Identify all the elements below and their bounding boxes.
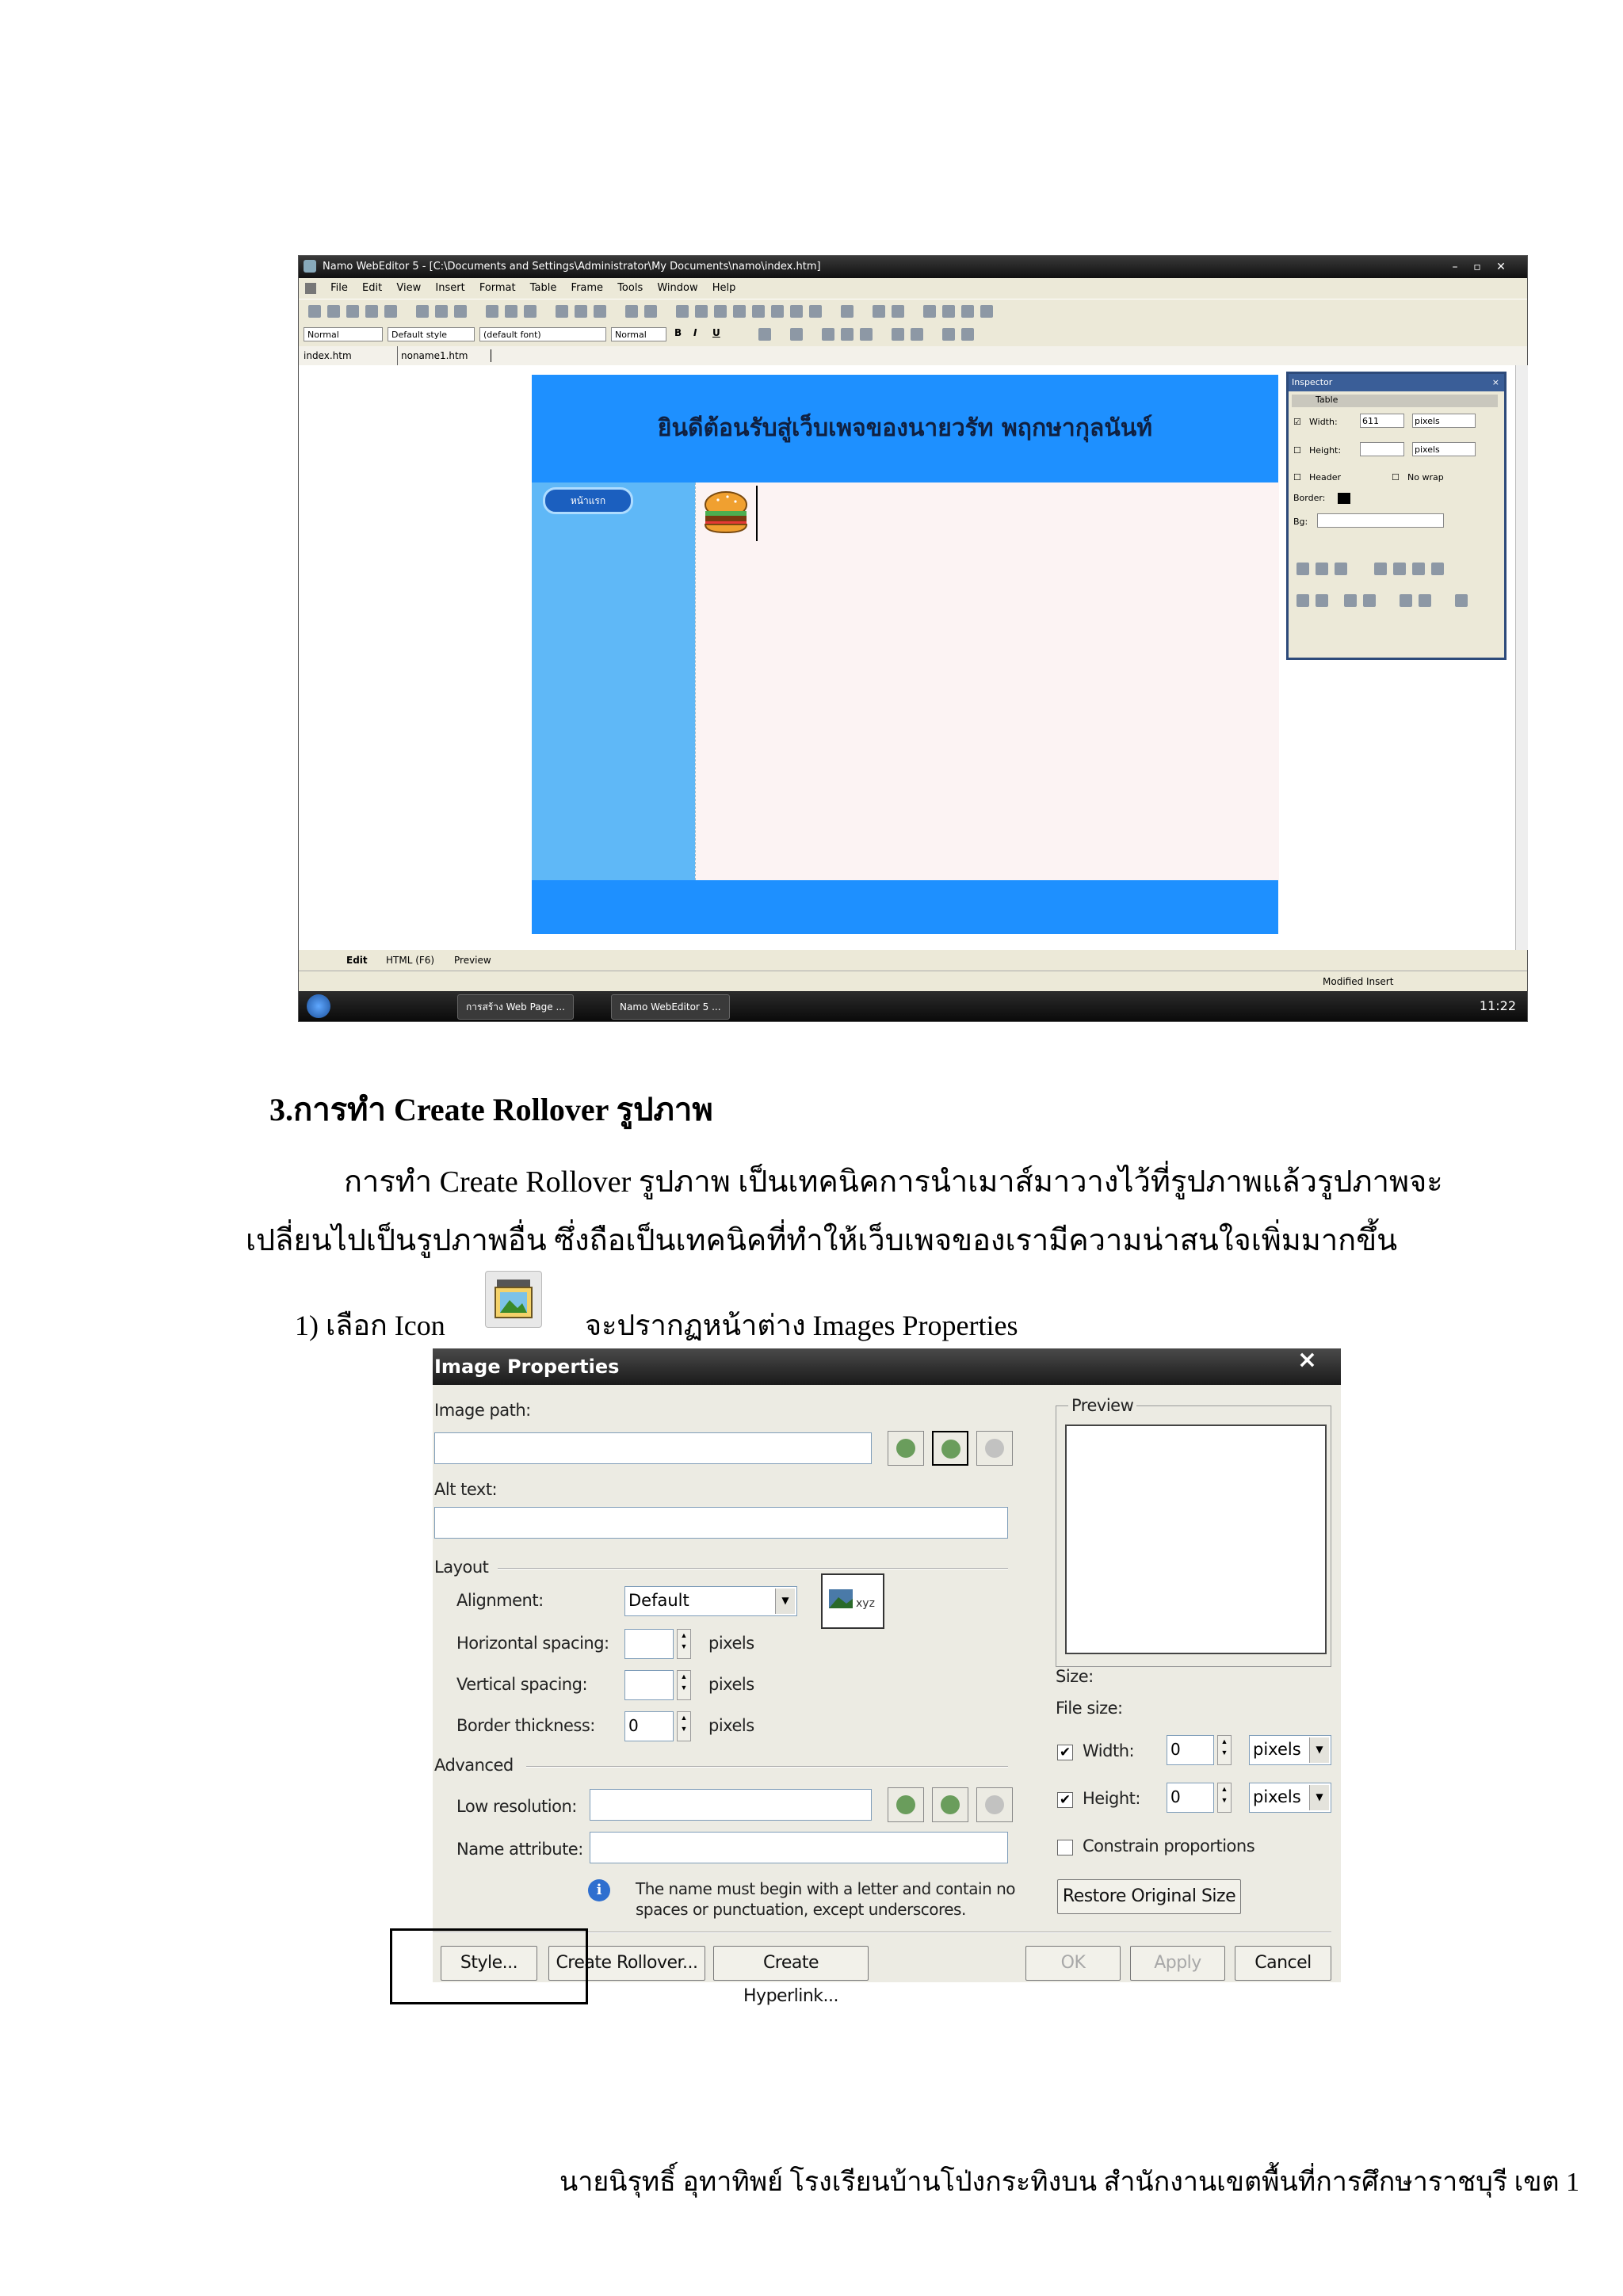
menu-table[interactable]: Table xyxy=(529,282,557,294)
browse-folder-icon[interactable] xyxy=(888,1431,924,1466)
inspector-header-label: Header xyxy=(1309,472,1342,482)
bold-button[interactable]: B xyxy=(674,327,682,338)
italic-button[interactable]: I xyxy=(693,327,697,338)
size-combo[interactable]: Normal xyxy=(611,327,666,341)
create-rollover-button[interactable]: Create Rollover... xyxy=(548,1946,705,1981)
width-label: Width: xyxy=(1083,1741,1135,1760)
close-button[interactable]: ✕ xyxy=(1496,261,1506,273)
view-tabs xyxy=(299,950,1527,971)
valign-baseline-icon[interactable] xyxy=(1431,563,1444,575)
format-toolbar xyxy=(299,322,1527,346)
alignment-label: Alignment: xyxy=(456,1591,544,1610)
document-tabs xyxy=(299,346,1527,366)
vspace-unit: pixels xyxy=(708,1675,754,1694)
spellcheck-icon[interactable] xyxy=(454,305,467,318)
file-size-label: File size: xyxy=(1056,1699,1123,1718)
insert-column-icon[interactable] xyxy=(1316,594,1328,607)
constrain-label: Constrain proportions xyxy=(1083,1836,1255,1855)
inspector-panel xyxy=(1286,372,1507,660)
grid-icon[interactable] xyxy=(923,305,936,318)
inspector-height-input[interactable] xyxy=(1360,442,1404,456)
task-namo[interactable]: Namo WebEditor 5 ... xyxy=(611,994,730,1020)
editor-title-bar xyxy=(299,256,1527,278)
step-1-text: 1) เลือก Icon xyxy=(295,1310,445,1341)
dialog-title-bar xyxy=(433,1348,1341,1385)
inspector-close-icon[interactable]: × xyxy=(1491,377,1499,387)
chevron-down-icon: ▼ xyxy=(1309,1785,1329,1810)
lowres-edit-icon[interactable] xyxy=(976,1787,1013,1822)
inspector-title xyxy=(1289,374,1504,391)
page-footer-text: นายนิรุทธิ์ อุทาทิพย์ โรงเรียนบ้านโป่งกระทิงบน สำนักงานเขตพื้นที่การศึกษาราชบุรี เขต 1 xyxy=(559,2168,1580,2197)
tab-edit[interactable]: Edit xyxy=(346,955,368,966)
info-text-line-1: The name must begin with a letter and contain no xyxy=(636,1879,1016,1898)
nav-button-home[interactable]: หน้าแรก xyxy=(543,487,633,514)
delete-column-icon[interactable] xyxy=(1419,594,1431,607)
image-properties-icon xyxy=(485,1271,542,1328)
page-header: ยินดีต้อนรับสู่เว็บเพจของนายวรัท พฤกษากุลนันท์ xyxy=(532,375,1278,482)
start-orb-icon[interactable] xyxy=(307,994,330,1018)
info-icon: i xyxy=(588,1879,610,1901)
paragraph-line-1: การทำ Create Rollover รูปภาพ เป็นเทคนิคการนำเมาส์มาวางไว้ที่รูปภาพแล้วรูปภาพจะ xyxy=(344,1165,1443,1199)
status-bar xyxy=(299,971,1527,992)
outdent-icon[interactable] xyxy=(961,328,974,341)
page-content-cell[interactable] xyxy=(695,482,1279,880)
task-web-page[interactable]: การสร้าง Web Page ... xyxy=(457,994,574,1020)
sort-icon[interactable] xyxy=(1455,594,1468,607)
insert-row-icon[interactable] xyxy=(1296,594,1309,607)
menu-insert[interactable]: Insert xyxy=(435,282,465,294)
preview-area xyxy=(1065,1425,1327,1654)
inspector-header-check[interactable]: ☐ xyxy=(1293,472,1301,482)
text-cursor xyxy=(756,486,758,541)
size-label: Size: xyxy=(1056,1667,1094,1686)
default-style-combo[interactable]: Default style xyxy=(388,327,475,341)
advanced-separator xyxy=(526,1766,1008,1768)
doc-icon xyxy=(305,283,316,294)
ok-button[interactable]: OK xyxy=(1025,1946,1121,1981)
border-thickness-input[interactable]: 0 xyxy=(624,1711,674,1741)
preview-label: Preview xyxy=(1068,1396,1136,1415)
layout-label: Layout xyxy=(434,1558,489,1577)
paragraph-style-combo[interactable]: Normal xyxy=(304,327,383,341)
chevron-down-icon: ▼ xyxy=(775,1589,795,1614)
name-attribute-input[interactable] xyxy=(590,1832,1008,1863)
taskbar xyxy=(299,991,1527,1021)
menu-view[interactable]: View xyxy=(396,282,422,294)
ordered-list-icon[interactable] xyxy=(892,328,904,341)
alt-text-label: Alt text: xyxy=(434,1480,498,1499)
step-1-result-text: จะปรากฏหน้าต่าง Images Properties xyxy=(585,1310,1018,1341)
menu-format[interactable]: Format xyxy=(479,282,516,294)
inspector-border-swatch[interactable] xyxy=(1338,493,1350,504)
width-spinner[interactable]: ▲ ▼ xyxy=(1217,1735,1232,1765)
vertical-scrollbar[interactable] xyxy=(1515,365,1528,950)
status-text: Modified Insert xyxy=(1323,976,1394,987)
align-center-icon[interactable] xyxy=(1316,563,1328,575)
inspector-width-input[interactable]: 611 xyxy=(1360,414,1404,428)
height-label: Height: xyxy=(1083,1789,1140,1808)
style-button-highlight-frame xyxy=(390,1928,588,2004)
width-unit-dropdown[interactable] xyxy=(1249,1735,1331,1765)
alignment-dropdown[interactable] xyxy=(624,1586,797,1616)
cancel-button[interactable]: Cancel xyxy=(1235,1946,1331,1981)
inspector-section-table[interactable]: Table xyxy=(1292,395,1498,407)
info-text-line-2: spaces or punctuation, except underscores. xyxy=(636,1900,966,1919)
menu-edit[interactable]: Edit xyxy=(362,282,383,294)
width-checkbox[interactable]: ✔ xyxy=(1057,1745,1073,1760)
page-footer xyxy=(532,880,1278,934)
namo-editor-screenshot xyxy=(298,255,1528,1022)
width-input[interactable]: 0 xyxy=(1167,1735,1214,1765)
menu-tools[interactable]: Tools xyxy=(617,282,643,294)
inspector-bg-input[interactable] xyxy=(1317,513,1444,528)
insert-object-icon[interactable] xyxy=(752,305,765,318)
link-icon[interactable] xyxy=(873,305,885,318)
low-resolution-input[interactable] xyxy=(590,1789,872,1821)
hspace-label: Horizontal spacing: xyxy=(456,1634,609,1653)
insert-layer-icon[interactable] xyxy=(790,305,803,318)
border-thickness-label: Border thickness: xyxy=(456,1716,595,1735)
image-path-label: Image path: xyxy=(434,1401,531,1420)
page-sidebar xyxy=(532,482,695,880)
image-properties-dialog xyxy=(433,1346,1341,2006)
tab-index[interactable]: index.htm xyxy=(304,350,352,361)
align-right-icon[interactable] xyxy=(860,328,873,341)
height-checkbox[interactable]: ✔ xyxy=(1057,1792,1073,1808)
name-attribute-label: Name attribute: xyxy=(456,1840,583,1859)
menu-help[interactable]: Help xyxy=(712,282,736,294)
image-path-input[interactable] xyxy=(434,1432,872,1464)
style-button[interactable]: Style... xyxy=(441,1946,537,1981)
valign-bottom-icon[interactable] xyxy=(1412,563,1425,575)
redo-icon[interactable] xyxy=(644,305,657,318)
copy-icon[interactable] xyxy=(575,305,587,318)
inspector-width-unit[interactable]: pixels xyxy=(1412,414,1476,428)
paragraph-marks-icon[interactable] xyxy=(942,305,955,318)
delete-row-icon[interactable] xyxy=(1400,594,1412,607)
menu-window[interactable]: Window xyxy=(657,282,698,294)
alt-text-input[interactable] xyxy=(434,1507,1008,1539)
form-icon[interactable] xyxy=(841,305,854,318)
split-cells-icon[interactable] xyxy=(1363,594,1376,607)
layout-separator xyxy=(498,1568,1008,1569)
inspector-title-text: Inspector xyxy=(1292,377,1333,387)
alignment-value: Default xyxy=(628,1591,689,1610)
inspector-nowrap-check[interactable]: ☐ xyxy=(1392,472,1400,482)
inspector-height-label: Height: xyxy=(1309,445,1342,456)
new-icon[interactable] xyxy=(308,305,321,318)
globe-icon[interactable] xyxy=(486,305,498,318)
align-right-icon[interactable] xyxy=(1335,563,1347,575)
edit-image-icon[interactable] xyxy=(976,1431,1013,1466)
lowres-browse-web-icon[interactable] xyxy=(932,1787,968,1822)
save-icon[interactable] xyxy=(346,305,359,318)
app-icon xyxy=(304,260,316,273)
paragraph-line-2: เปลี่ยนไปเป็นรูปภาพอื่น ซึ่งถือเป็นเทคนิคที่ทำให้เว็บเพจของเรามีความน่าสนใจเพิ่มมากขึ้น xyxy=(246,1224,1398,1257)
height-unit-value: pixels xyxy=(1253,1787,1301,1806)
height-unit-dropdown[interactable] xyxy=(1249,1783,1331,1813)
vspace-spinner[interactable]: ▲ ▼ xyxy=(677,1670,691,1700)
border-thickness-spinner[interactable]: ▲ ▼ xyxy=(677,1711,691,1741)
lowres-browse-folder-icon[interactable] xyxy=(888,1787,924,1822)
inspector-height-check[interactable]: ☐ xyxy=(1293,445,1301,456)
svg-text:xyz: xyz xyxy=(856,1597,875,1610)
underline-button[interactable]: U xyxy=(712,327,720,338)
dialog-title: Image Properties xyxy=(434,1356,620,1378)
align-center-icon[interactable] xyxy=(841,328,854,341)
standard-toolbar xyxy=(299,299,1527,323)
zoom-icon[interactable] xyxy=(961,305,974,318)
print-icon[interactable] xyxy=(416,305,429,318)
open-icon[interactable] xyxy=(327,305,340,318)
border-thickness-unit: pixels xyxy=(708,1716,754,1735)
insert-bookmark-icon[interactable] xyxy=(695,305,708,318)
merge-cells-icon[interactable] xyxy=(1344,594,1357,607)
print-preview-icon[interactable] xyxy=(435,305,448,318)
unlink-icon[interactable] xyxy=(892,305,904,318)
inspector-width-check[interactable]: ☑ xyxy=(1293,417,1301,427)
highlight-icon[interactable] xyxy=(790,328,803,341)
cut-icon[interactable] xyxy=(556,305,568,318)
indent-icon[interactable] xyxy=(942,328,955,341)
insert-frame-icon[interactable] xyxy=(809,305,822,318)
vspace-input[interactable] xyxy=(624,1670,674,1700)
constrain-checkbox[interactable] xyxy=(1057,1840,1073,1855)
inspector-border-label: Border: xyxy=(1293,493,1326,503)
inspector-bg-label: Bg: xyxy=(1293,517,1308,527)
hspace-spinner[interactable]: ▲ ▼ xyxy=(677,1629,691,1659)
hspace-unit: pixels xyxy=(708,1634,754,1653)
browse-web-icon[interactable] xyxy=(932,1431,968,1466)
hspace-input[interactable] xyxy=(624,1629,674,1659)
burger-image[interactable] xyxy=(701,487,751,538)
tab-preview[interactable]: Preview xyxy=(454,955,491,966)
publish-icon[interactable] xyxy=(384,305,397,318)
height-input[interactable]: 0 xyxy=(1167,1783,1214,1813)
unordered-list-icon[interactable] xyxy=(911,328,923,341)
height-spinner[interactable]: ▲ ▼ xyxy=(1217,1783,1232,1813)
create-hyperlink-button[interactable]: Create Hyperlink... xyxy=(713,1946,869,1981)
insert-image-icon[interactable] xyxy=(714,305,727,318)
maximize-button[interactable]: ▫ xyxy=(1473,261,1481,273)
inspector-width-label: Width: xyxy=(1309,417,1338,427)
undo-icon[interactable] xyxy=(625,305,638,318)
width-unit-value: pixels xyxy=(1253,1740,1301,1759)
minimize-button[interactable]: – xyxy=(1452,261,1458,273)
vspace-label: Vertical spacing: xyxy=(456,1675,588,1694)
dialog-close-icon[interactable]: × xyxy=(1296,1346,1317,1374)
sitemap-icon[interactable] xyxy=(505,305,517,318)
valign-middle-icon[interactable] xyxy=(1393,563,1406,575)
restore-original-size-button[interactable]: Restore Original Size xyxy=(1057,1879,1241,1914)
inspector-nowrap-label: No wrap xyxy=(1407,472,1444,482)
tab-html[interactable]: HTML (F6) xyxy=(386,955,435,966)
low-resolution-label: Low resolution: xyxy=(456,1797,577,1816)
editing-area[interactable] xyxy=(299,365,1515,950)
find-icon[interactable] xyxy=(980,305,993,318)
save-all-icon[interactable] xyxy=(365,305,378,318)
align-left-icon[interactable] xyxy=(822,328,834,341)
tab-noname1[interactable]: noname1.htm xyxy=(397,346,468,365)
align-left-icon[interactable] xyxy=(1296,563,1309,575)
refresh-icon[interactable] xyxy=(524,305,537,318)
font-combo[interactable]: (default font) xyxy=(479,327,606,341)
font-color-icon[interactable] xyxy=(758,328,771,341)
menu-frame[interactable]: Frame xyxy=(571,282,604,294)
editor-title: Namo WebEditor 5 - [C:\Documents and Settings\Administrator\My Documents\namo\index.htm] xyxy=(323,261,821,273)
menu-file[interactable]: File xyxy=(330,282,348,294)
clock: 11:22 xyxy=(1479,998,1516,1013)
valign-top-icon[interactable] xyxy=(1374,563,1387,575)
chevron-down-icon: ▼ xyxy=(1309,1737,1329,1763)
inspector-height-unit[interactable]: pixels xyxy=(1412,442,1476,456)
insert-link-icon[interactable] xyxy=(676,305,689,318)
paste-icon[interactable] xyxy=(594,305,606,318)
advanced-label: Advanced xyxy=(434,1756,514,1775)
section-heading: 3.การทำ Create Rollover รูปภาพ xyxy=(269,1092,713,1127)
insert-media-icon[interactable] xyxy=(733,305,746,318)
menu-bar xyxy=(299,278,1527,299)
apply-button[interactable]: Apply xyxy=(1130,1946,1225,1981)
alignment-preview-icon xyxy=(821,1573,884,1629)
insert-table-icon[interactable] xyxy=(771,305,784,318)
